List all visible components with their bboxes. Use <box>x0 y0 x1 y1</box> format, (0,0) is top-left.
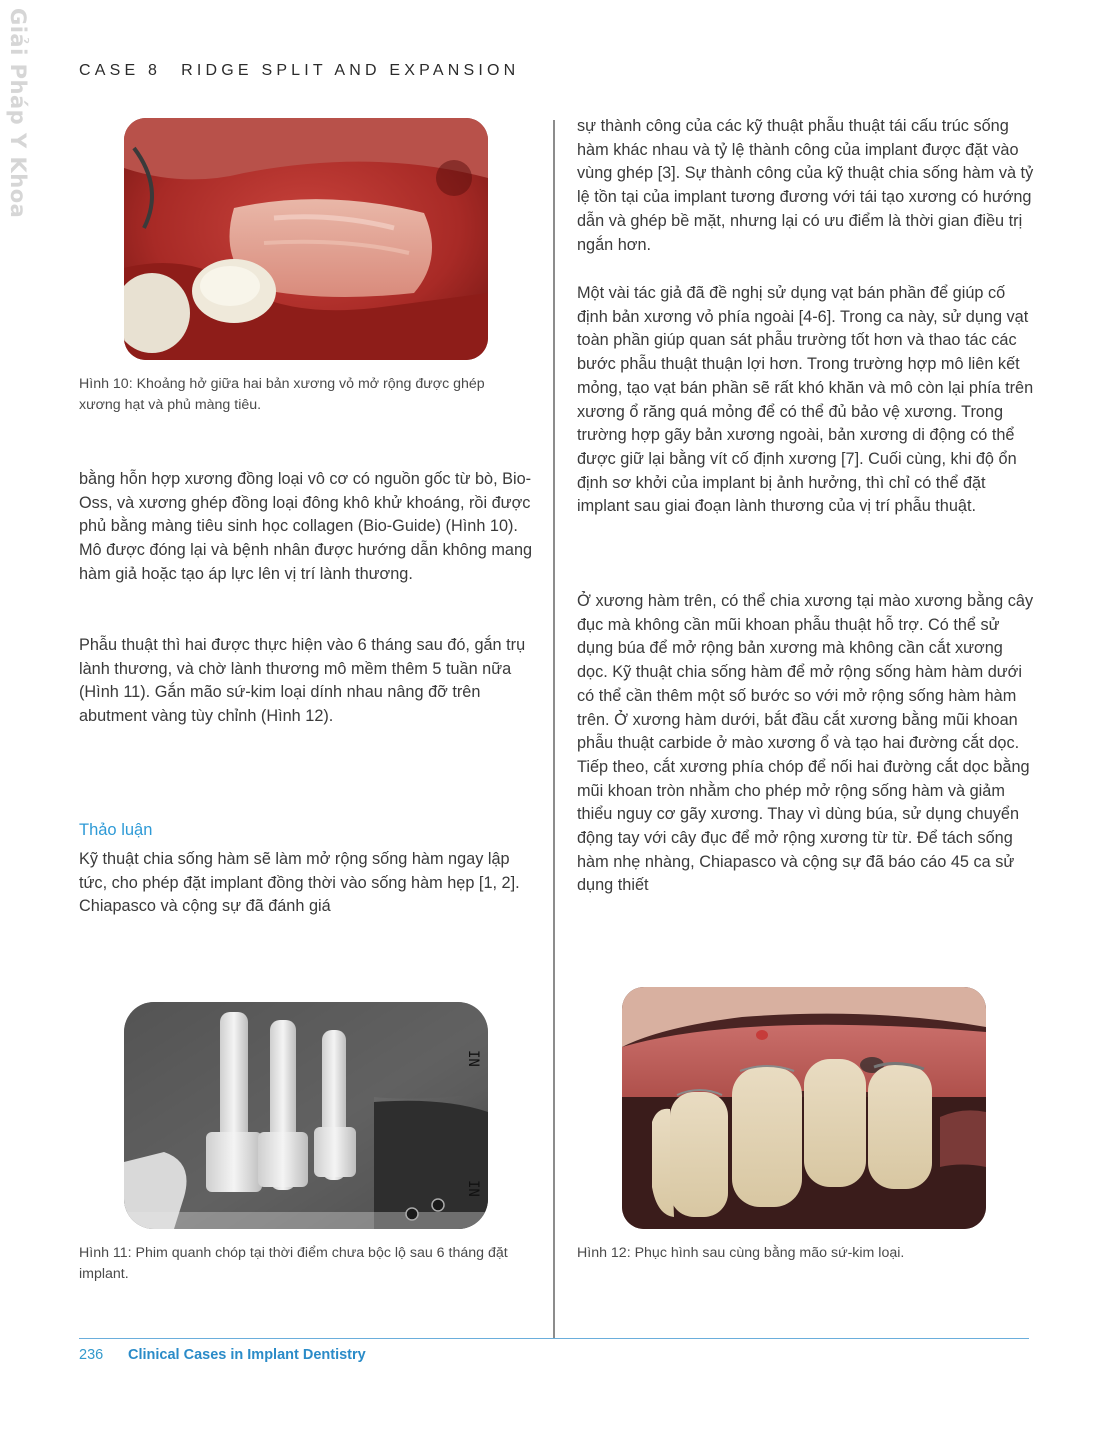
body-paragraph: Một vài tác giả đã đề nghị sử dụng vạt bán phần để giúp cố định bản xương vỏ phía ngoài [4-6]. Trong ca này, sử dụng vạt toàn phần giúp quan sát phẫu trường tốt hơn và thao tác các bước phẫu thuật thuận lợi hơn. Trong trường hợp mô liên kết mỏng, tạo vạt bán phần sẽ rất khó khăn và mô còn lại phía trên xương ổ răng quá mỏng để có thể đủ bảo vệ xương. Trong trường hợp gãy bản xương ngoài, bản xương di động có thể được giữ lại bằng vít cố định xương [7]. Cuối cùng, khi độ ổn định sơ khởi của implant bị ảnh hưởng, thì chỉ có thể đặt implant sau giai đoạn lành thương của vị trí phẫu thuật. <box>577 284 1034 516</box>
film-mark-bottom: IN <box>465 1180 481 1197</box>
column-divider <box>553 120 555 1338</box>
left-column-paragraph-3 <box>79 848 534 919</box>
left-column-paragraph-2 <box>79 634 534 729</box>
right-column-paragraph-1 <box>577 115 1035 257</box>
body-paragraph: Ở xương hàm trên, có thể chia xương tại mào xương bằng cây đục mà không cần mũi khoan phẫu thuật hỗ trợ. Có thể sử dụng búa để mở rộng bản xương mà không cần cắt xương dọc. Kỹ thuật chia sống hàm để mở rộng sống hàm hàm dưới có thể cần thêm một số bước so với mở rộng sống hàm hàm trên. Ở xương hàm dưới, bắt đầu cắt xương bằng mũi khoan phẫu thuật carbide ở mào xương ổ và tạo hai đường cắt dọc. Tiếp theo, cắt xương phía chóp để nối hai đường cắt dọc bằng mũi khoan tròn nhằm cho phép mở rộng sống hàm và giảm thiểu nguy cơ gãy xương. Thay vì dùng búa, sử dụng chuyển động tay với cây đục để mở rộng xương từ từ. Để tách sống hàm nhẹ nhàng, Chiapasco và cộng sự đã báo cáo 45 ca sử dụng thiết <box>577 592 1034 895</box>
case-title: RIDGE SPLIT AND EXPANSION <box>181 62 520 79</box>
page-number: 236 <box>79 1347 104 1363</box>
figure-10-photo <box>124 118 488 360</box>
right-column-paragraph-2 <box>577 282 1035 519</box>
figure-10-caption: Hình 10: Khoảng hở giữa hai bản xương vỏ mở rộng được ghép xương hạt và phủ màng tiêu. <box>79 376 485 413</box>
figure-12-photo <box>622 987 986 1229</box>
case-label: CASE 8 <box>79 62 162 79</box>
body-paragraph: Kỹ thuật chia sống hàm sẽ làm mở rộng sống hàm ngay lập tức, cho phép đặt implant đồng thời vào sống hàm hẹp [1, 2]. Chiapasco và cộng sự đã đánh giá <box>79 850 520 916</box>
book-title: Clinical Cases in Implant Dentistry <box>128 1347 366 1363</box>
body-paragraph: sự thành công của các kỹ thuật phẫu thuật tái cấu trúc sống hàm khác nhau và tỷ lệ thành công của implant được đặt vào vùng ghép [3]. Sự thành công của kỹ thuật chia sống hàm và tỷ lệ tồn tại của implant tương đương với tái tạo xương có hướng dẫn và ghép bề mặt, nhưng lại có ưu điểm là thời gian điều trị ngắn hơn. <box>577 117 1034 254</box>
footer-rule <box>79 1338 1029 1339</box>
film-mark-top: IN <box>465 1050 481 1067</box>
figure-11-radiograph <box>124 1002 488 1229</box>
section-heading-discussion: Thảo luận <box>79 821 153 839</box>
right-column-paragraph-3 <box>577 590 1035 898</box>
figure-12-caption: Hình 12: Phục hình sau cùng bằng mão sứ-kim loại. <box>577 1245 905 1261</box>
watermark-text: Giải Pháp Y Khoa <box>6 8 30 219</box>
body-paragraph: bằng hỗn hợp xương đồng loại vô cơ có nguồn gốc từ bò, Bio-Oss, và xương ghép đồng loại đông khô khử khoáng, rồi được phủ bằng màng tiêu sinh học collagen (Bio-Guide) (Hình 10). Mô được đóng lại và bệnh nhân được hướng dẫn không mang hàm giả hoặc tạo áp lực lên vị trí lành thương. <box>79 470 533 583</box>
left-column-paragraph-1 <box>79 468 534 587</box>
figure-11-caption: Hình 11: Phim quanh chóp tại thời điểm chưa bộc lộ sau 6 tháng đặt implant. <box>79 1245 508 1282</box>
running-head <box>79 62 519 80</box>
body-paragraph: Phẫu thuật thì hai được thực hiện vào 6 tháng sau đó, gắn trụ lành thương, và chờ lành thương mô mềm thêm 5 tuần nữa (Hình 11). Gắn mão sứ-kim loại dính nhau nâng đỡ trên abutment vàng tùy chỉnh (Hình 12). <box>79 636 526 726</box>
